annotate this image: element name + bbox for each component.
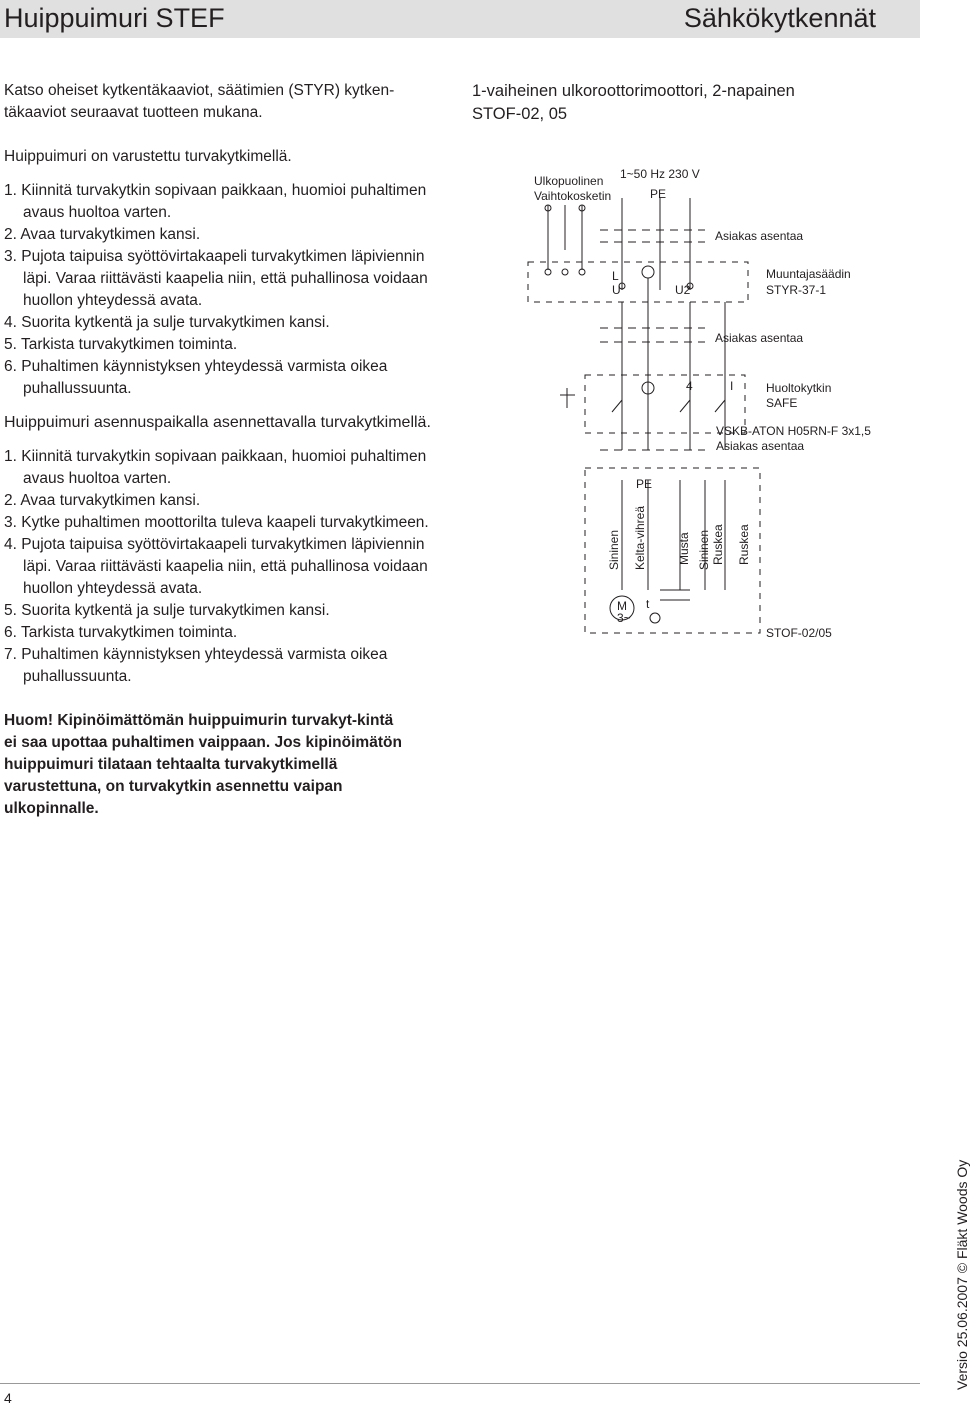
version-text: Versio 25.06.2007 © Fläkt Woods Oy (954, 1159, 970, 1390)
service-switch-label-1: Huoltokytkin (766, 381, 832, 395)
list-item: 6. Puhaltimen käynnistyksen yhteydessä varmista oikea puhallussuunta. (4, 358, 388, 397)
product-title: Huippuimuri STEF (4, 3, 225, 33)
wire-label-sininen: Sininen (607, 529, 621, 570)
page-number: 4 (4, 1390, 12, 1406)
list-item: 2. Avaa turvakytkimen kansi. (4, 492, 201, 509)
cable-label-2: Asiakas asentaa (716, 439, 805, 453)
term-1: I (730, 379, 734, 393)
customer-install-1: Asiakas asentaa (715, 229, 804, 243)
list-item: 1. Kiinnitä turvakytkin sopivaan paikkaan, huomioi puhaltimen avaus huoltoa varten. (4, 448, 427, 487)
section1-heading: Huippuimuri on varustettu turvakytkimellä. (4, 148, 292, 165)
warning-text: Huom! Kipinöimättömän huippuimurin turvakyt-kintä ei saa upottaa puhaltimen vaippaan. Jos kipinöimätön huippuimuri tilataan tehtaalta turvakytkimellä varustettuna, on turvakytkin asennettu vaipan ulkopinnalle. (4, 712, 402, 817)
section1-steps (4, 180, 434, 400)
pe-top-label: PE (650, 187, 667, 201)
transformer-label-2: STYR-37-1 (766, 283, 827, 297)
switch-label-2: Vaihtokosketin (534, 189, 612, 203)
term-4: 4 (686, 379, 693, 393)
list-item: 3. Pujota taipuisa syöttövirtakaapeli turvakytkimen läpiviennin läpi. Varaa riittävästi kaapelia niin, että puhallinosa voidaan huollon yhteydessä avata. (4, 248, 428, 309)
list-item: 7. Puhaltimen käynnistyksen yhteydessä varmista oikea puhallussuunta. (4, 646, 388, 685)
left-column (4, 80, 434, 820)
service-switch-label-2: SAFE (766, 396, 798, 410)
footer-rule (0, 1383, 920, 1384)
list-item: 5. Tarkista turvakytkimen toiminta. (4, 336, 238, 353)
list-item: 1. Kiinnitä turvakytkin sopivaan paikkaan, huomioi puhaltimen avaus huoltoa varten. (4, 182, 427, 221)
list-item: 5. Suorita kytkentä ja sulje turvakytkimen kansi. (4, 602, 330, 619)
motor-3-label: 3~ (617, 611, 631, 625)
switch-label-1: Ulkopuolinen (534, 174, 604, 188)
pe-motor-label: PE (636, 477, 653, 491)
diagram-title-line2: STOF-02, 05 (472, 105, 568, 123)
version-stamp (938, 1150, 970, 1390)
supply-label: 1~50 Hz 230 V (620, 167, 700, 181)
term-U: U (612, 283, 621, 297)
section2-steps (4, 446, 434, 688)
wire-label-kelta-vihrea: Keltа-vihreä (633, 505, 647, 570)
list-item: 2. Avaa turvakytkimen kansi. (4, 226, 201, 243)
motor-M-label: M (617, 599, 627, 613)
list-item: 4. Pujota taipuisa syöttövirtakaapeli turvakytkimen läpiviennin läpi. Varaa riittävästi kaapelia niin, että puhallinosa voidaan huollon yhteydessä avata. (4, 536, 428, 597)
section2-heading: Huippuimuri asennuspaikalla asennettavalla turvakytkimellä. (4, 414, 431, 431)
thermal-label: t (646, 597, 650, 611)
customer-install-2: Asiakas asentaa (715, 331, 804, 345)
transformer-label-1: Muuntajasäädin (766, 267, 851, 281)
term-U2: U2 (675, 283, 691, 297)
wire-label-sininen-2: Sininen (697, 529, 711, 570)
list-item: 3. Kytke puhaltimen moottorilta tuleva kaapeli turvakytkimeen. (4, 514, 429, 531)
cable-label-1: VSKB-ATON H05RN-F 3x1,5 (716, 424, 871, 438)
term-L: L (612, 269, 619, 283)
wire-label-ruskea-2: Ruskea (737, 524, 751, 565)
model-label: STOF-02/05 (766, 626, 832, 640)
intro-text: Katso oheiset kytkentäkaaviot, säätimien (STYR) kytken-täkaaviot seuraavat tuotteen mukana. (4, 82, 395, 121)
diagram-title-line1: 1-vaiheinen ulkoroottorimoottori, 2-napainen (472, 82, 795, 100)
wiring-diagram (520, 150, 871, 650)
header-bar (0, 0, 920, 38)
list-item: 6. Tarkista turvakytkimen toiminta. (4, 624, 238, 641)
wire-label-ruskea-1: Ruskea (711, 524, 725, 565)
list-item: 4. Suorita kytkentä ja sulje turvakytkimen kansi. (4, 314, 330, 331)
diagram-title (472, 80, 795, 126)
section-title: Sähkökytkennät (683, 3, 876, 33)
wire-label-musta: Musta (677, 532, 691, 565)
